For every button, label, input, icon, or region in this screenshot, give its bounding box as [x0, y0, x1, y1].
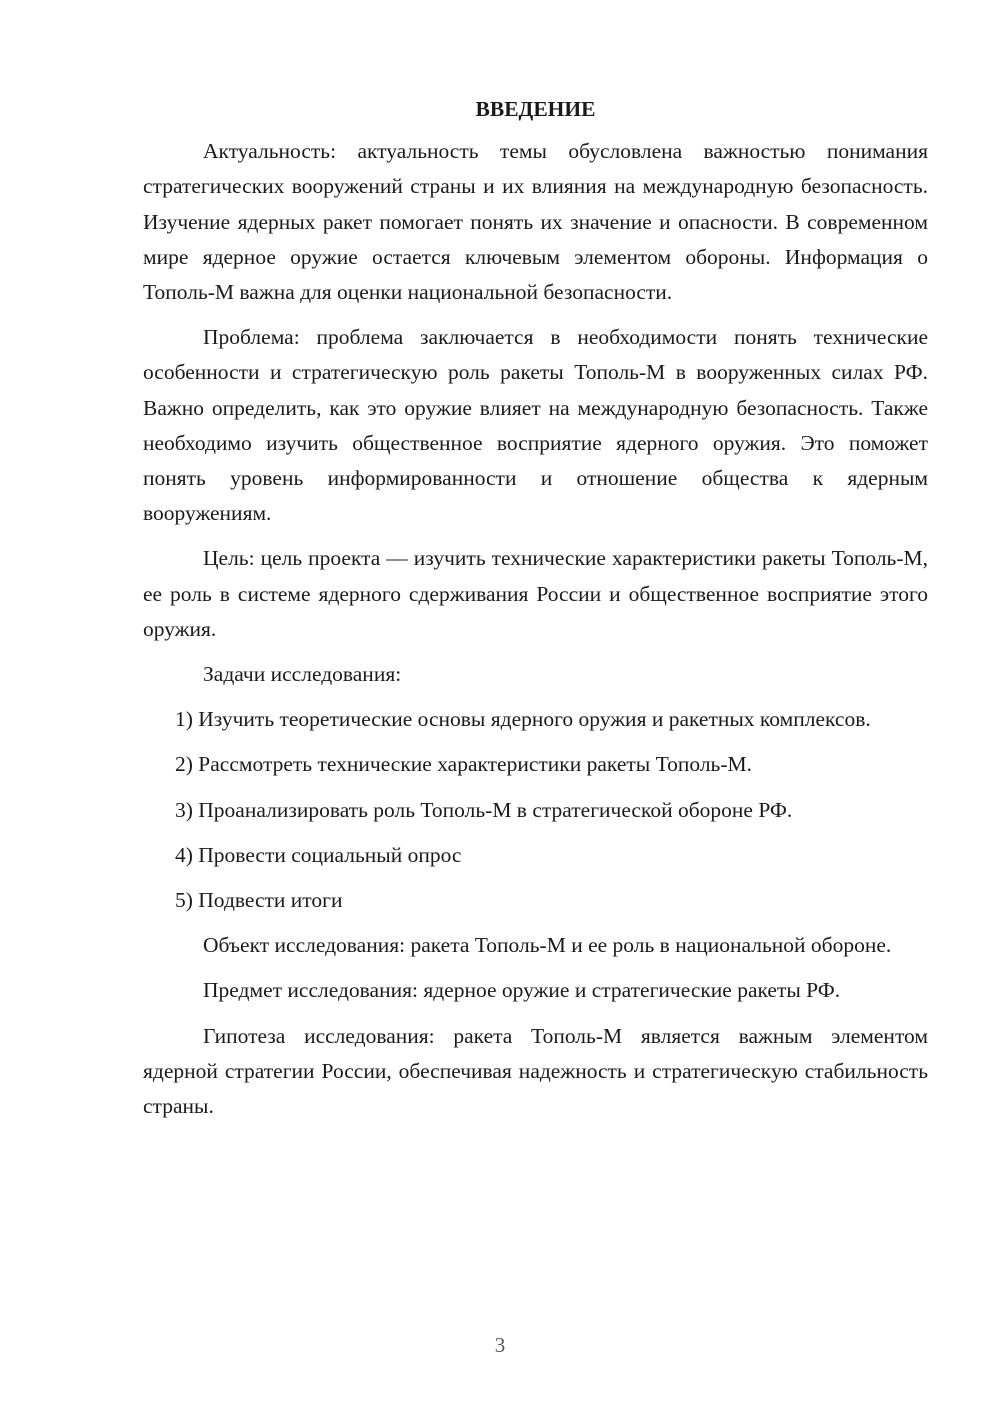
- object-paragraph: Объект исследования: ракета Тополь-М и ее роль в национальной обороне.: [203, 933, 892, 958]
- task-item-3: 3) Проанализировать роль Тополь-М в стратегической обороне РФ.: [175, 797, 793, 822]
- page-number: 3: [494, 1333, 506, 1357]
- tasks-heading: Задачи исследования:: [203, 662, 402, 687]
- relevance-paragraph: Актуальность: актуальность темы обусловлена важностью понимания стратегических вооружений страны и их влияния на международную безопасность. Изучение ядерных ракет помогает понять их значение и опасности. В современном мире ядерное оружие остается ключевым элементом обороны. Информация о Тополь-М важна для оценки национальной безопасности.: [143, 139, 928, 305]
- section-title: ВВЕДЕНИЕ: [475, 97, 596, 121]
- hypothesis-paragraph: Гипотеза исследования: ракета Тополь-М является важным элементом ядерной стратегии России, обеспечивая надежность и стратегическую стабильность страны.: [143, 1023, 928, 1119]
- document-page: [143, 92, 928, 1124]
- goal-paragraph: Цель: цель проекта — изучить технические характеристики ракеты Тополь-М, ее роль в системе ядерного сдерживания России и общественное восприятие этого оружия.: [143, 546, 928, 641]
- task-item-1: 1) Изучить теоретические основы ядерного оружия и ракетных комплексов.: [175, 707, 871, 732]
- task-item-2: 2) Рассмотреть технические характеристики ракеты Тополь-М.: [175, 752, 753, 777]
- task-item-5: 5) Подвести итоги: [175, 888, 343, 913]
- task-item-4: 4) Провести социальный опрос: [175, 842, 462, 867]
- subject-paragraph: Предмет исследования: ядерное оружие и стратегические ракеты РФ.: [203, 978, 841, 1003]
- problem-paragraph: Проблема: проблема заключается в необходимости понять технические особенности и стратегическую роль ракеты Тополь-М в вооруженных силах РФ. Важно определить, как это оружие влияет на международную безопасность. Также необходимо изучить общественное восприятие ядерного оружия. Это поможет понять уровень информированности и отношение общества к ядерным вооружениям.: [143, 325, 928, 526]
